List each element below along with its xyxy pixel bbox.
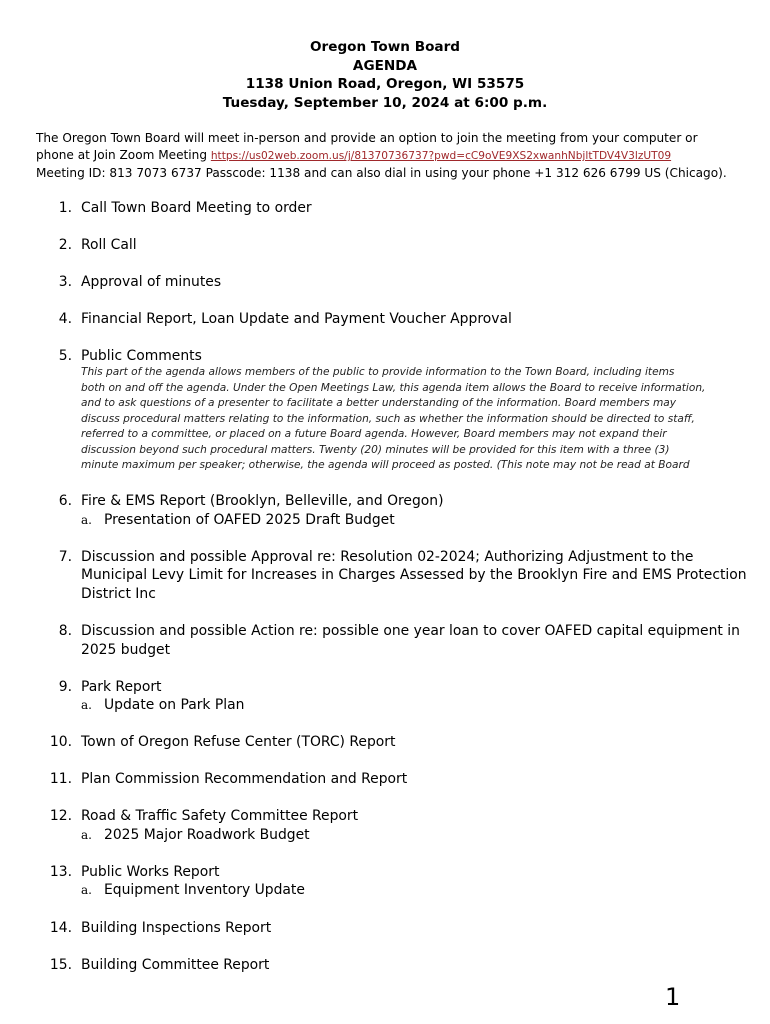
subitem-text: Presentation of OAFED 2025 Draft Budget (104, 512, 395, 528)
item-text: Building Inspections Report (81, 920, 272, 936)
note-line: and to ask questions of a presenter to facilitate a better understanding of the information. Board members may (81, 397, 677, 409)
item-text: Call Town Board Meeting to order (81, 200, 312, 216)
item-number: 7. (58, 549, 72, 565)
intro-line-2-prefix: phone at Join Zoom Meeting (36, 148, 211, 162)
note-line: discussion beyond such procedural matters. Twenty (20) minutes will be provided for this item with a three (3) (81, 443, 670, 456)
note-line: This part of the agenda allows members of the public to provide information to the Town Board, including items (81, 366, 675, 378)
item-number: 4. (58, 311, 72, 327)
note-line: referred to a committee, or placed on a future Board agenda. However, Board members may not expand their (81, 428, 667, 440)
intro-paragraph (36, 130, 746, 182)
board-name: Oregon Town Board (309, 39, 461, 55)
item-text: Road & Traffic Safety Committee Report (81, 808, 359, 824)
item-number: 3. (58, 274, 72, 290)
item-number: 14. (49, 920, 72, 936)
subitem-letter: a. (81, 513, 92, 527)
item-text: Discussion and possible Action re: possible one year loan to cover OAFED capital equipment in (81, 623, 740, 639)
item-text: Plan Commission Recommendation and Report (81, 771, 408, 787)
item-number: 8. (58, 623, 72, 639)
subitem-text: Update on Park Plan (104, 697, 245, 713)
item-number: 10. (49, 734, 72, 750)
subitem-letter: a. (81, 883, 92, 897)
item-text-line-2: Municipal Levy Limit for Increases in Charges Assessed by the Brooklyn Fire and EMS Protection (81, 567, 747, 583)
agenda-header (0, 38, 770, 112)
item-number: 2. (58, 237, 72, 253)
intro-line-3: Meeting ID: 813 7073 6737 Passcode: 1138 and can also dial in using your phone +1 312 626 6799 US (Chicago). (36, 166, 727, 180)
page-number: 1 (665, 983, 681, 1011)
item-text: Approval of minutes (81, 274, 222, 290)
intro-line-1: The Oregon Town Board will meet in-person and provide an option to join the meeting from your computer or (36, 131, 698, 145)
item-text: Building Committee Report (81, 957, 270, 973)
item-text: Roll Call (81, 237, 137, 253)
item-text: Public Comments (81, 348, 202, 364)
subitem-letter: a. (81, 828, 92, 842)
item-number: 5. (58, 348, 72, 364)
item-text: Public Works Report (81, 864, 220, 880)
item-number: 13. (49, 864, 72, 880)
note-line: minute maximum per speaker; otherwise, the agenda will proceed as posted. (This note may not be read at Board (81, 459, 690, 471)
item-text: Park Report (81, 679, 162, 695)
zoom-meeting-link[interactable]: https://us02web.zoom.us/j/81370736737?pwd=cC9oVE9XS2xwanhNbjltTDV4V3lzUT09 (210, 150, 672, 162)
item-text-line-3: District Inc (81, 586, 156, 602)
item-text: Town of Oregon Refuse Center (TORC) Report (81, 734, 396, 750)
note-line: discuss procedural matters relating to the information, such as whether the information should be directed to staff, (81, 412, 695, 425)
meeting-datetime: Tuesday, September 10, 2024 at 6:00 p.m. (222, 94, 548, 111)
item-number: 11. (49, 771, 72, 787)
item-text: Discussion and possible Approval re: Resolution 02-2024; Authorizing Adjustment to the (81, 549, 694, 565)
public-comments-note (81, 365, 741, 474)
item-text: Fire & EMS Report (Brooklyn, Belleville, and Oregon) (81, 493, 444, 509)
document-title: AGENDA (352, 57, 418, 74)
item-number: 15. (49, 957, 72, 973)
subitem-text: Equipment Inventory Update (104, 882, 305, 898)
note-line: both on and off the agenda. Under the Open Meetings Law, this agenda item allows the Board to receive information, (81, 381, 706, 394)
item-number: 1. (58, 200, 72, 216)
item-number: 9. (58, 679, 72, 695)
intro-line-2 (36, 147, 746, 165)
subitem-letter: a. (81, 698, 92, 712)
item-number: 6. (58, 493, 72, 509)
item-text-line-2: 2025 budget (81, 642, 171, 658)
meeting-address: 1138 Union Road, Oregon, WI 53575 (245, 76, 525, 92)
item-number: 12. (49, 808, 72, 824)
subitem-text: 2025 Major Roadwork Budget (104, 827, 310, 843)
item-text: Financial Report, Loan Update and Payment Voucher Approval (81, 311, 512, 327)
